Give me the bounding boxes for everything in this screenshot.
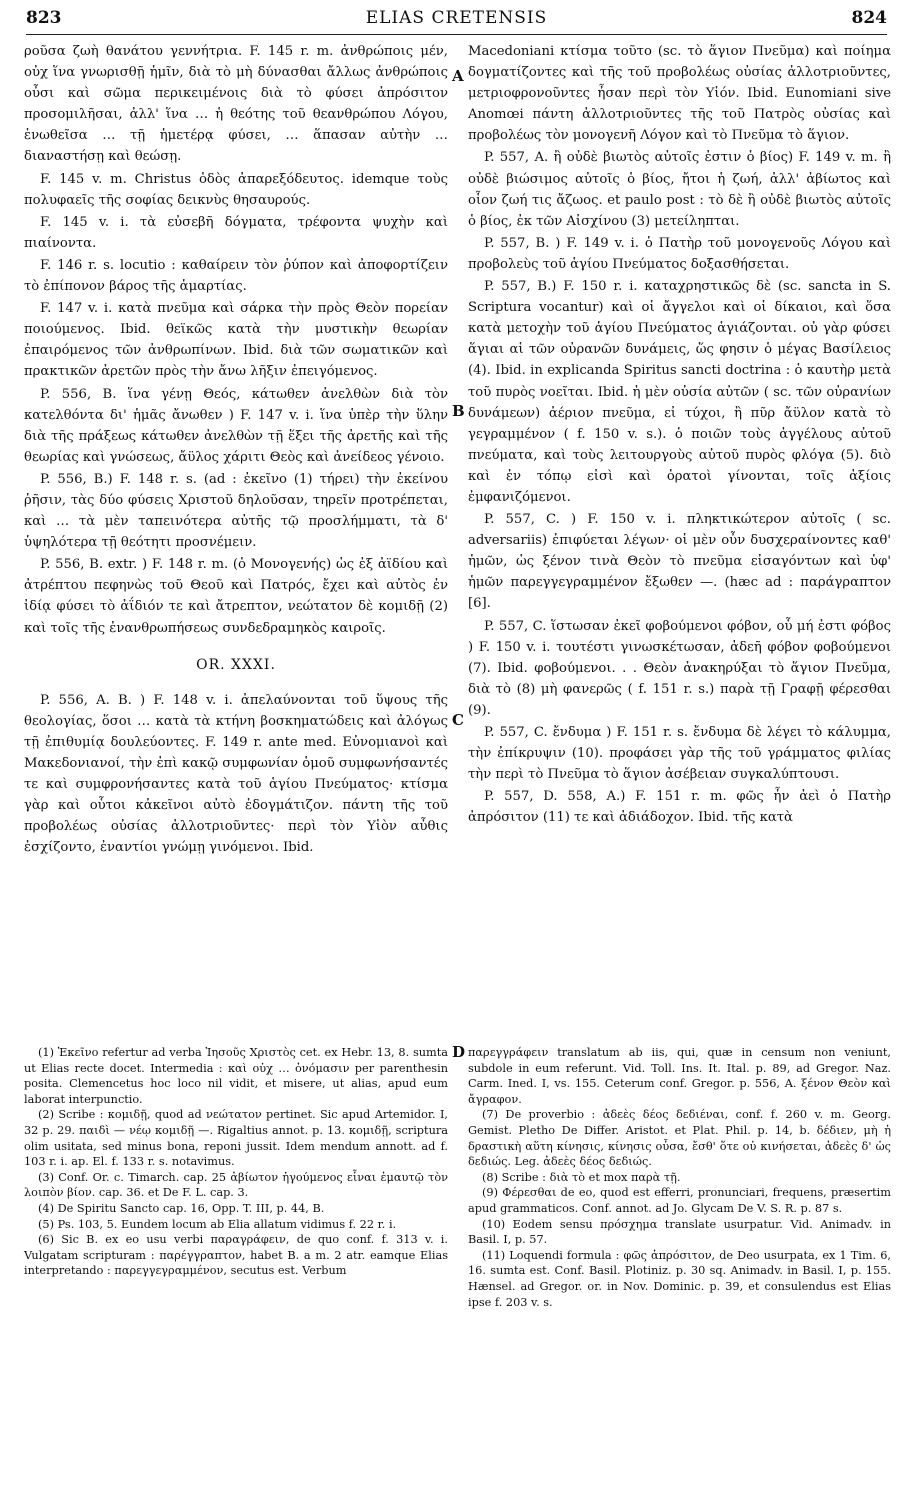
paragraph: P. 557, A. ἢ οὐδὲ βιωτὸς αὐτοῖς ἐστιν ὁ βίος) F. 149 v. m. ἢ οὐδὲ βιώσιμος αὐτοῖς ὁ βίος, ἤτοι ἡ ζωή, ἀλλ' ἀβίωτος καὶ οἷον ζωή τις ἄζωος. et paulo post : τὸ δὲ ἢ οὐδὲ βιωτὸς αὐτοῖς ὁ βίος, ἐκ τῶν Αἰσχίνου (3) μετείληπται. (468, 150, 891, 229)
page-number-left: 823 (26, 8, 62, 28)
footnote: (5) Ps. 103, 5. Eundem locum ab Elia allatum vidimus f. 22 r. i. (38, 1217, 397, 1231)
margin-letter-d: D (452, 1043, 466, 1061)
paragraph: P. 557, B.) F. 150 r. i. καταχρηστικῶς δὲ (sc. sancta in S. Scriptura vocantur) καὶ οἱ ἄγγελοι καὶ οἱ δίκαιοι, καὶ ὅσα κατὰ μετοχὴν τοῦ ἁγίου Πνεύματος ἁγιάζονται. οὐ γὰρ φύσει ἅγιαι αἱ τῶν οὐρανῶν δυνάμεις, ὥς φησιν ὁ μέγας Βασίλειος (4). Ibid. in explicanda Spiritus sancti doctrina : ὁ καυτὴρ μετὰ τοῦ πυρὸς νοεῖται. Ibid. ἡ μὲν οὐσία αὐτῶν ( sc. τῶν οὐρανίων δυνάμεων) ἀέριον πνεῦμα, εἰ τύχοι, ἢ πῦρ ἄϋλον κατὰ τὸ γεγραμμένον ( f. 150 v. s.). ὁ ποιῶν τοὺς ἀγγέλους αὐτοῦ πνεύματα, καὶ τοὺς λειτουργοὺς αὐτοῦ πυρὸς φλόγα (5). διὸ καὶ ἐν τόπῳ εἰσὶ καὶ ὁρατοὶ γίνονται, τοῖς ἀξίοις ἐμφανιζόμενοι. (468, 279, 891, 505)
paragraph: P. 557, B. ) F. 149 v. i. ὁ Πατὴρ τοῦ μονογενοῦς Λόγου καὶ προβολεὺς τοῦ ἁγίου Πνεύματος δοξασθήσεται. (468, 235, 891, 272)
footnote: (7) De proverbio : ἀδεὲς δέος δεδιέναι, conf. f. 260 v. m. Georg. Gemist. Pletho De Differ. Aristot. et Plat. Phil. p. 14, b. δέδιεν, μὴ ἡ δραστικὴ αὕτη κίνησις, κίνησις οὖσα, ἔσθ' ὅτε οὐ κινήσεται, ἀδεὲς δ' ὡς δεδιώς. Leg. ἀδεὲς δέος δεδιώς. (468, 1108, 891, 1169)
footnote: (6) Sic B. ex eo usu verbi παραγράφειν, de quo conf. f. 313 v. i. Vulgatam scripturam : παρέγγραπτον, habet B. a m. 2 atr. eamque Elias interpretando : παρεγγεγραμμένον, secutus est. Verbum (24, 1233, 448, 1278)
margin-letter-b: B (452, 402, 465, 420)
footnote: (1) Ἐκεῖνο refertur ad verba Ἰησοῦς Χριστὸς cet. ex Hebr. 13, 8. sumta ut Elias recte docet. Intermedia : καὶ οὐχ … ὀνόμασιν per parenthesin posita. Clemencetus hoc loco nil vidit, et misere, ut alias, apud eum laborat interpunctio. (24, 1046, 448, 1106)
footnote: (4) De Spiritu Sancto cap. 16, Opp. T. III, p. 44, B. (38, 1201, 325, 1215)
running-title: ELIAS CRETENSIS (365, 8, 548, 28)
paragraph: F. 146 r. s. locutio : καθαίρειν τὸν ῥύπον καὶ ἀποφορτίζειν τὸ ἐπίπονον βάρος τῆς ἁμαρτίας. (24, 257, 448, 295)
paragraph: P. 556, B.) F. 148 r. s. (ad : ἐκεῖνο (1) τήρει) τὴν ἐκείνου ῥῆσιν, τὰς δύο φύσεις Χριστοῦ δηλοῦσαν, τηρεῖν προτρέπεται, καὶ … τὰ μὲν ταπεινότερα αὐτῆς τῷ προσλήμματι, τὰ δ' ὑψηλότερα τῇ θεότητι προσνέμειν. (24, 471, 448, 551)
paragraph: ροῦσα ζωὴ θανάτου γεννήτρια. F. 145 r. m. ἀνθρώποις μέν, οὐχ ἵνα γνωρισθῇ ἡμῖν, διὰ τὸ μὴ δύνασθαι ἄλλως ἀνθρώποις οὖσι καὶ σῶμα περικειμένοις διὰ τὸ φύσει ἀπρόσιτον προσομιλῆσαι, ἀλλ' ἵνα … ἡ θεότης τοῦ θεανθρώπου Λόγου, ἑνωθεῖσα … τῇ ἡμετέρᾳ φύσει, … ἅπασαν αὐτὴν … διαναστήσῃ καὶ θεώσῃ. (24, 44, 448, 165)
paragraph: P. 557, C. ) F. 150 v. i. πληκτικώτερον αὐτοῖς ( sc. adversariis) ἐπιφύεται λέγων· οἱ μὲν οὖν δυσχεραίνοντες καθ' ἡμῶν, ὡς ξένον τινὰ Θεὸν τὸ πνεῦμα εἰσαγόντων καὶ ὑφ' ἡμῶν παρεγγεγραμμένον ἔξωθεν —. (hæc ad : παράγραπτον [6]. (468, 512, 891, 612)
footnotes-right (468, 1045, 891, 1310)
header-rule (26, 34, 887, 35)
paragraph: P. 556, B. ἵνα γένῃ Θεός, κάτωθεν ἀνελθὼν διὰ τὸν κατελθόντα δι' ἡμᾶς ἄνωθεν ) F. 147 v. i. ἵνα ὑπὲρ τὴν ὕλην διὰ τῆς πράξεως κάτωθεν ἀνελθὼν τῇ ἕξει τῆς ἀρετῆς καὶ τῆς θεωρίας καὶ γνώσεως, ἄϋλος χάριτι Θεὸς καὶ ἀνείδεος γένοιο. (24, 386, 448, 465)
paragraph: P. 557, C. ἵστωσαν ἐκεῖ φοβούμενοι φόβον, οὗ μή ἐστι φόβος ) F. 150 v. i. τουτέστι γινωσκέτωσαν, ἀδεῆ φόβον φοβούμενοι (7). Ibid. φοβούμενοι. . . Θεὸν ἀνακηρύξαι τὸ ἅγιον Πνεῦμα, διὰ τὸ (8) μὴ φανερῶς ( f. 151 r. s.) παρὰ τῇ Γραφῇ φέρεσθαι (9). (468, 618, 891, 718)
paragraph: F. 145 v. i. τὰ εὐσεβῆ δόγματα, τρέφοντα ψυχὴν καὶ πιαίνοντα. (24, 214, 448, 251)
footnote: (2) Scribe : κομιδῇ, quod ad νεώτατον pertinet. Sic apud Artemidor. I, 32 p. 29. παιδὶ — νέῳ κομιδῇ —. Rigaltius annot. p. 13. κομιδῇ, scriptura olim usitata, sed minus bona, reponi jussit. Idem mendum annott. ad f. 103 r. i. ap. El. f. 133 r. s. notavimus. (24, 1108, 448, 1169)
footnote: (3) Conf. Or. c. Timarch. cap. 25 ἀβίωτον ἡγούμενος εἶναι ἐμαυτῷ τὸν λοιπὸν βίον. cap. 36. et De F. L. cap. 3. (24, 1170, 448, 1200)
paragraph: F. 147 v. i. κατὰ πνεῦμα καὶ σάρκα τὴν πρὸς Θεὸν πορείαν ποιούμενος. Ibid. θεϊκῶς κατὰ τὴν μυστικὴν θεωρίαν ἐπαιρόμενος τῶν ἀνθρωπίνων. Ibid. διὰ τῶν σωματικῶν καὶ πρακτικῶν ἀρετῶν πρὸς τὴν ἄνω λῆξιν ἐπειγόμενος. (24, 301, 448, 380)
footnote: (8) Scribe : διὰ τὸ et mox παρὰ τῇ. (482, 1170, 681, 1184)
footnote: (9) Φέρεσθαι de eo, quod est efferri, pronunciari, frequens, præsertim apud grammaticos. Conf. annot. ad Jo. Glycam De V. S. R. p. 87 s. (468, 1186, 891, 1215)
paragraph: Macedoniani κτίσμα τοῦτο (sc. τὸ ἅγιον Πνεῦμα) καὶ ποίημα δογματίζοντες καὶ τῆς τοῦ προβολέως οὐσίας ἀλλοτριοῦντες, μετριοφρονοῦντες ἦσαν περὶ τὸν Υἱόν. Ibid. Eunomiani sive Anomœi πάντη ἀλλοτριοῦντες τῆς τοῦ Πατρὸς οὐσίας καὶ προβολέως τὸν μονογενῆ Λόγον καὶ τὸ Πνεῦμα τὸ ἅγιον. (468, 44, 891, 144)
section-title: OR. XXXI. (196, 656, 276, 673)
paragraph: P. 556, B. extr. ) F. 148 r. m. (ὁ Μονογενής) ὡς ἐξ ἀϊδίου καὶ ἀτρέπτου πεφηνὼς τοῦ Θεοῦ καὶ Πατρός, ἔχει καὶ αὐτὸς ἐν ἰδίᾳ φύσει τὸ ἀΐδιόν τε καὶ ἄτρεπτον, νεώτατον δὲ κομιδῇ (2) καὶ τοῖς τῆς ἐνανθρωπήσεως συνδεδραμηκὸς καιροῖς. (24, 557, 448, 636)
paragraph: P. 557, D. 558, A.) F. 151 r. m. φῶς ἦν ἀεὶ ὁ Πατὴρ ἀπρόσιτον (11) τε καὶ ἀδιάδοχον. Ibid. τῆς κατὰ (468, 789, 891, 826)
page-header (0, 8, 913, 34)
footnote: (10) Eodem sensu πρόσχημα translate usurpatur. Vid. Animadv. in Basil. I, p. 57. (468, 1217, 891, 1247)
paragraph: P. 557, C. ἔνδυμα ) F. 151 r. s. ἔνδυμα δὲ λέγει τὸ κάλυμμα, τὴν ἐπίκρυψιν (10). προφάσει γὰρ τῆς τοῦ γράμματος φιλίας τὴν περὶ τὸ Πνεῦμα τὸ ἅγιον ἀσέβειαν συγκαλύπτουσι. (468, 725, 891, 783)
margin-letter-a: A (452, 67, 464, 85)
right-column (468, 41, 891, 829)
paragraph: F. 145 v. m. Christus ὁδὸς ἀπαρεξόδευτος. idemque τοὺς πολυφαεῖς τῆς σοφίας δεικνὺς θησαυρούς. (24, 171, 448, 208)
footnotes-left (24, 1045, 448, 1279)
left-column (24, 41, 448, 859)
margin-letter-c: C (452, 711, 464, 729)
footnote: (11) Loquendi formula : φῶς ἀπρόσιτον, de Deo usurpata, ex 1 Tim. 6, 16. sumta est. Conf. Basil. Plotiniz. p. 30 sq. Animadv. in Basil. I, p. 155. Hænsel. ad Gregor. or. in Nov. Dominic. p. 39, et consulendus est Elias ipse f. 203 v. s. (468, 1248, 891, 1309)
page-number-right: 824 (851, 8, 887, 28)
paragraph: P. 556, A. B. ) F. 148 v. i. ἀπελαύνονται τοῦ ὕψους τῆς θεολογίας, ὅσοι … κατὰ τὰ κτήνη βοσκηματώδεις καὶ ἀλόγως τῇ ἐπιθυμίᾳ δουλεύοντες. F. 149 r. ante med. Εὐνομιανοὶ καὶ Μακεδονιανοί, τὴν ἐπὶ κακῷ συμφωνίαν ὁμοῦ συμφωνήσαντές τε καὶ συμφρονήσαντες κατὰ τοῦ ἁγίου Πνεύματος· κτίσμα γὰρ καὶ οὗτοι κἀκεῖνοι αὐτὸ ἐδογμάτιζον. πάντη τῆς τοῦ προβολέως οὐσίας ἀλλοτριοῦντες· περὶ τὸν Υἱὸν αὖθις ἐσχίζοντο, ἐναντίοι γνώμῃ γινόμενοι. Ibid. (24, 692, 448, 856)
footnote: παρεγγράφειν translatum ab iis, qui, quæ in censum non veniunt, subdole in eum referunt. Vid. Toll. Ins. It. Ital. p. 89, ad Gregor. Naz. Carm. Ined. I, vs. 155. Ceterum conf. Gregor. p. 556, A. ξένον Θεὸν καὶ ἄγραφον. (468, 1046, 891, 1106)
